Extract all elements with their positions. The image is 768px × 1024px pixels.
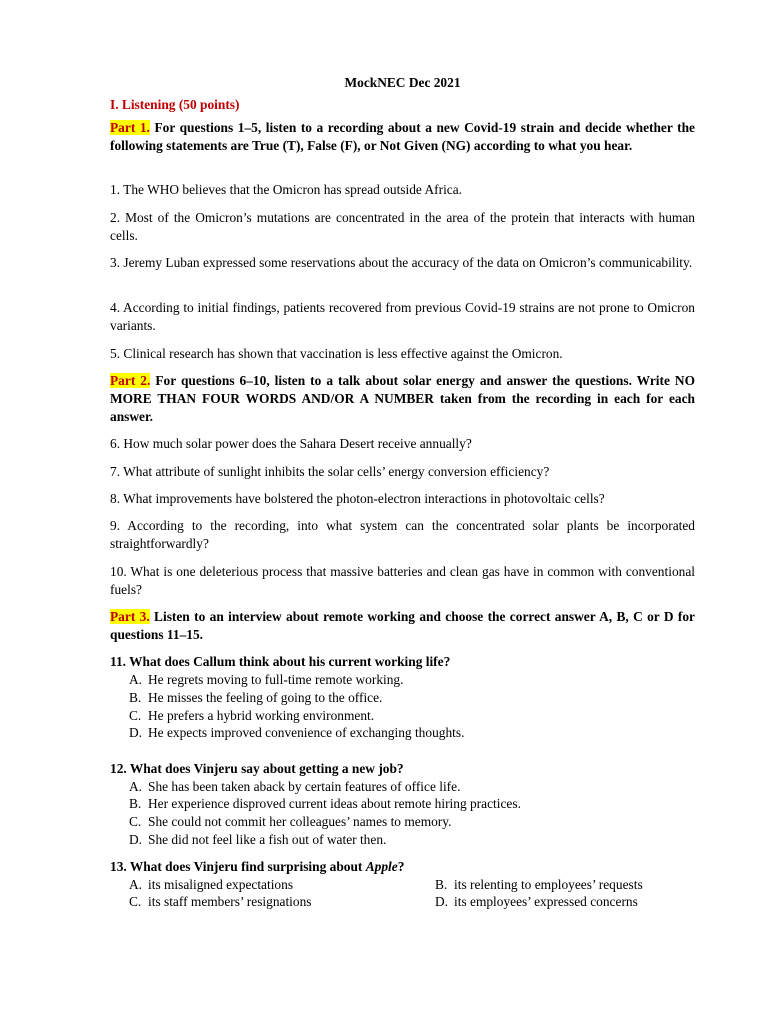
question-13 [110,858,695,876]
part2-item-7: 7. What attribute of sunlight inhibits the solar cells’ energy conversion efficiency? [110,464,550,479]
option-text: He expects improved convenience of exchanging thoughts. [148,725,465,740]
option-letter: A. [129,672,143,687]
part1-label: Part 1. [110,120,150,135]
option-text: Her experience disproved current ideas about remote hiring practices. [148,796,521,811]
part1-item-5: 5. Clinical research has shown that vaccination is less effective against the Omicron. [110,346,563,361]
q11-option-d [129,724,689,742]
option-letter: D. [435,894,449,909]
q13-option-b [435,876,695,894]
part2-item-6: 6. How much solar power does the Sahara Desert receive annually? [110,436,472,451]
part3-instruction [110,608,695,644]
question-11: 11. What does Callum think about his current working life? [110,654,451,669]
part2-instruction [110,372,695,426]
q12-option-c [129,813,689,831]
q11-option-c [129,707,689,725]
part1-item-2: 2. Most of the Omicron’s mutations are concentrated in the area of the protein that interacts with human cells. [110,210,695,243]
option-letter: B. [435,877,448,892]
question-13-suffix: ? [397,859,405,874]
part2-label: Part 2. [110,373,151,388]
option-text: She did not feel like a fish out of water then. [148,832,387,847]
part1-instruction [110,119,695,155]
part2-item-10: 10. What is one deleterious process that massive batteries and clean gas have in common with conventional fuels? [110,564,695,597]
option-text: She could not commit her colleagues’ names to memory. [148,814,452,829]
option-letter: D. [129,725,143,740]
option-text: its misaligned expectations [148,877,294,892]
option-letter: A. [129,779,143,794]
question-13-apple: Apple [365,859,398,874]
option-letter: D. [129,832,143,847]
question-13-prefix: 13. What does Vinjeru find surprising about [110,859,366,874]
option-letter: C. [129,708,142,723]
part2-item-8: 8. What improvements have bolstered the photon-electron interactions in photovoltaic cells? [110,491,605,506]
option-letter: B. [129,690,142,705]
part1-item-3: 3. Jeremy Luban expressed some reservations about the accuracy of the data on Omicron’s communicability. [110,255,693,270]
part1-instruction-text: For questions 1–5, listen to a recording about a new Covid-19 strain and decide whether the following statements are True (T), False (F), or Not Given (NG) according to what you hear. [110,120,695,153]
option-text: its employees’ expressed concerns [454,894,638,909]
option-letter: C. [129,814,142,829]
option-letter: B. [129,796,142,811]
q12-option-a [129,778,689,796]
part3-instruction-text: Listen to an interview about remote working and choose the correct answer A, B, C or D for questions 11–15. [110,609,695,642]
part1-item-1: 1. The WHO believes that the Omicron has spread outside Africa. [110,182,463,197]
document-title: MockNEC Dec 2021 [344,75,461,90]
q11-option-b [129,689,689,707]
part2-item-9: 9. According to the recording, into what system can the concentrated solar plants be incorporated straightforwardly? [110,518,695,551]
section-heading: I. Listening (50 points) [110,97,240,112]
part3-label: Part 3. [110,609,150,624]
part2-instruction-text: For questions 6–10, listen to a talk about solar energy and answer the questions. Write NO MORE THAN FOUR WORDS AND/OR A NUMBER taken from the recording in each for each answer. [110,373,695,424]
part1-item-4: 4. According to initial findings, patients recovered from previous Covid-19 strains are not prone to Omicron variants. [110,300,695,333]
option-text: He prefers a hybrid working environment. [148,708,375,723]
option-text: He misses the feeling of going to the office. [148,690,383,705]
question-12: 12. What does Vinjeru say about getting a new job? [110,761,404,776]
option-text: He regrets moving to full-time remote working. [148,672,404,687]
q12-option-d [129,831,689,849]
q11-option-a [129,671,689,689]
option-letter: C. [129,894,142,909]
option-text: its staff members’ resignations [148,894,312,909]
option-text: its relenting to employees’ requests [454,877,643,892]
q12-option-b [129,795,689,813]
option-letter: A. [129,877,143,892]
q13-option-d [435,893,695,911]
option-text: She has been taken aback by certain features of office life. [148,779,461,794]
